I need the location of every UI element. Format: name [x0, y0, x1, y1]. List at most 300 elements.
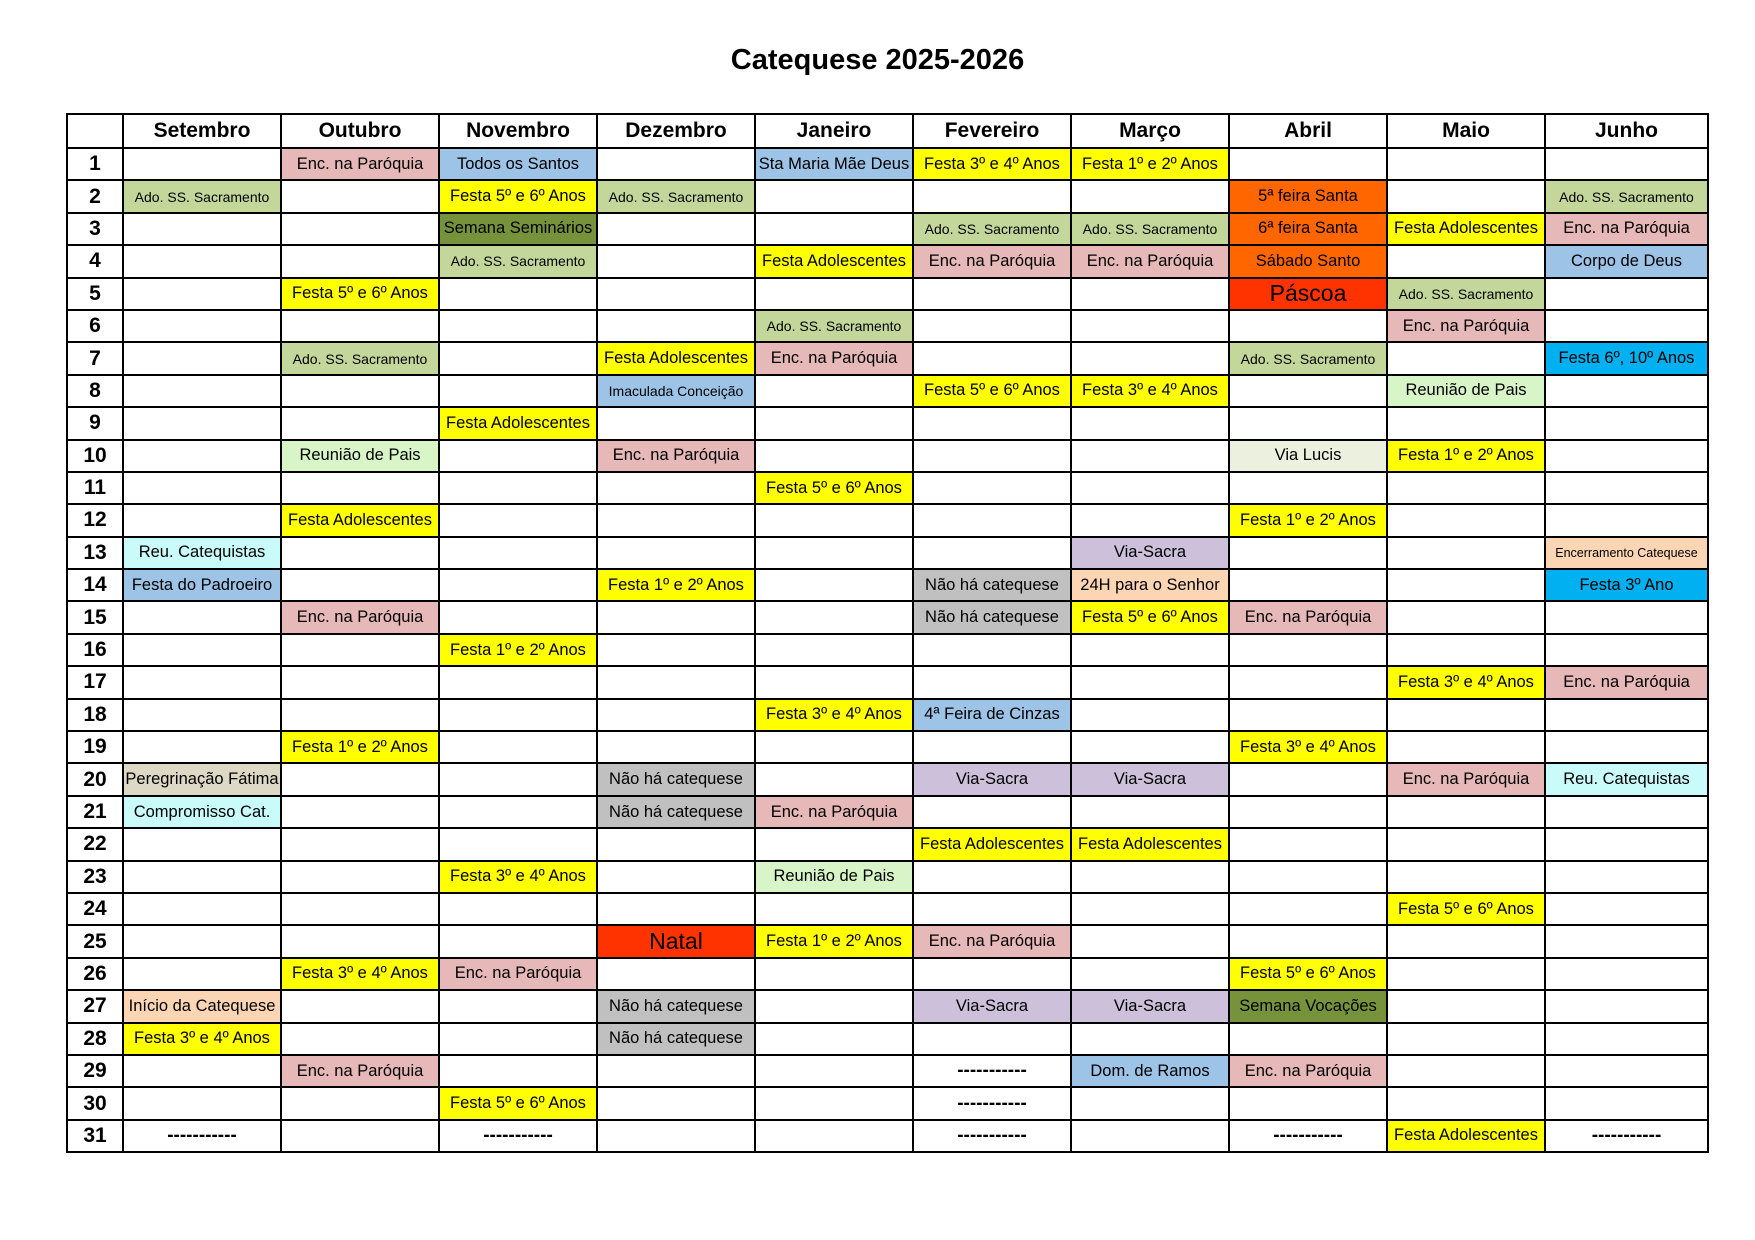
empty-cell	[439, 1023, 597, 1055]
empty-cell	[439, 537, 597, 569]
empty-cell	[1387, 634, 1545, 666]
event-cell: Festa 1º e 2º Anos	[1387, 440, 1545, 472]
event-cell: Festa 3º e 4º Anos	[281, 958, 439, 990]
day-number: 3	[67, 213, 123, 245]
event-cell: Dom. de Ramos	[1071, 1055, 1229, 1087]
empty-cell	[281, 310, 439, 342]
empty-cell	[1387, 828, 1545, 860]
event-cell: Via Lucis	[1229, 440, 1387, 472]
event-cell: Festa Adolescentes	[1387, 213, 1545, 245]
empty-cell	[1545, 634, 1708, 666]
empty-cell	[1545, 925, 1708, 957]
event-cell: Festa 5º e 6º Anos	[1387, 893, 1545, 925]
event-cell: Festa 3º e 4º Anos	[439, 861, 597, 893]
empty-cell	[1545, 504, 1708, 536]
event-cell: Enc. na Paróquia	[1229, 1055, 1387, 1087]
empty-cell	[1387, 990, 1545, 1022]
empty-cell	[913, 1023, 1071, 1055]
page-title: Catequese 2025-2026	[730, 44, 1025, 76]
day-row	[67, 1055, 1708, 1087]
empty-cell	[281, 796, 439, 828]
empty-cell	[597, 666, 755, 698]
empty-cell	[281, 893, 439, 925]
empty-cell	[913, 504, 1071, 536]
event-cell: Enc. na Paróquia	[1545, 213, 1708, 245]
empty-cell	[1545, 278, 1708, 310]
event-cell: Festa Adolescentes	[1071, 828, 1229, 860]
empty-cell	[755, 634, 913, 666]
day-row	[67, 180, 1708, 212]
empty-cell	[1229, 925, 1387, 957]
empty-cell	[1071, 180, 1229, 212]
day-row	[67, 504, 1708, 536]
empty-cell	[1229, 763, 1387, 795]
empty-cell	[281, 375, 439, 407]
empty-cell	[1545, 1055, 1708, 1087]
event-cell: Ado. SS. Sacramento	[439, 245, 597, 277]
empty-cell	[1229, 148, 1387, 180]
empty-cell	[1229, 796, 1387, 828]
event-cell: Semana Vocações	[1229, 990, 1387, 1022]
empty-cell	[755, 213, 913, 245]
empty-cell	[281, 861, 439, 893]
empty-cell	[439, 278, 597, 310]
empty-cell	[439, 310, 597, 342]
day-row	[67, 699, 1708, 731]
event-cell: Festa Adolescentes	[1387, 1120, 1545, 1152]
day-number: 1	[67, 148, 123, 180]
month-header-row	[67, 114, 1708, 148]
day-row	[67, 1087, 1708, 1119]
empty-cell	[439, 828, 597, 860]
empty-cell	[123, 893, 281, 925]
no-day-cell: -----------	[1545, 1120, 1708, 1152]
event-cell: Festa 5º e 6º Anos	[439, 180, 597, 212]
empty-cell	[1545, 1023, 1708, 1055]
event-cell: Reu. Catequistas	[1545, 763, 1708, 795]
event-cell: Festa 3º e 4º Anos	[1387, 666, 1545, 698]
empty-cell	[1229, 861, 1387, 893]
empty-cell	[1387, 537, 1545, 569]
month-header: Novembro	[439, 114, 597, 148]
event-cell: Festa 6º, 10º Anos	[1545, 342, 1708, 374]
month-header: Fevereiro	[913, 114, 1071, 148]
empty-cell	[1071, 1120, 1229, 1152]
empty-cell	[1387, 861, 1545, 893]
empty-cell	[755, 1055, 913, 1087]
day-row	[67, 310, 1708, 342]
day-row	[67, 763, 1708, 795]
event-cell: Festa 3º e 4º Anos	[1071, 375, 1229, 407]
empty-cell	[1545, 407, 1708, 439]
empty-cell	[755, 1120, 913, 1152]
empty-cell	[1387, 699, 1545, 731]
event-cell: Enc. na Paróquia	[439, 958, 597, 990]
empty-cell	[1387, 407, 1545, 439]
day-row	[67, 1023, 1708, 1055]
empty-cell	[597, 1087, 755, 1119]
empty-cell	[281, 472, 439, 504]
event-cell: Enc. na Paróquia	[1071, 245, 1229, 277]
empty-cell	[1545, 828, 1708, 860]
empty-cell	[913, 278, 1071, 310]
empty-cell	[1387, 731, 1545, 763]
event-cell: Ado. SS. Sacramento	[1229, 342, 1387, 374]
empty-cell	[1545, 731, 1708, 763]
empty-cell	[281, 1023, 439, 1055]
empty-cell	[1229, 699, 1387, 731]
event-cell: Via-Sacra	[1071, 763, 1229, 795]
day-number: 20	[67, 763, 123, 795]
empty-cell	[439, 504, 597, 536]
empty-cell	[1387, 504, 1545, 536]
empty-cell	[281, 763, 439, 795]
event-cell: Enc. na Paróquia	[1387, 763, 1545, 795]
event-cell: Páscoa	[1229, 278, 1387, 310]
empty-cell	[1071, 958, 1229, 990]
empty-cell	[755, 763, 913, 795]
empty-cell	[123, 342, 281, 374]
empty-cell	[597, 148, 755, 180]
empty-cell	[755, 1087, 913, 1119]
empty-cell	[1387, 1055, 1545, 1087]
empty-cell	[1545, 601, 1708, 633]
empty-cell	[597, 828, 755, 860]
month-header: Outubro	[281, 114, 439, 148]
event-cell: Reunião de Pais	[281, 440, 439, 472]
event-cell: Ado. SS. Sacramento	[281, 342, 439, 374]
day-number: 7	[67, 342, 123, 374]
event-cell: 24H para o Senhor	[1071, 569, 1229, 601]
day-number: 18	[67, 699, 123, 731]
event-cell: Ado. SS. Sacramento	[1071, 213, 1229, 245]
event-cell: Festa 1º e 2º Anos	[597, 569, 755, 601]
day-number: 11	[67, 472, 123, 504]
empty-cell	[1071, 278, 1229, 310]
day-number: 15	[67, 601, 123, 633]
day-row	[67, 148, 1708, 180]
empty-cell	[1071, 796, 1229, 828]
event-cell: Não há catequese	[913, 601, 1071, 633]
empty-cell	[281, 990, 439, 1022]
event-cell: Festa Adolescentes	[755, 245, 913, 277]
empty-cell	[1387, 796, 1545, 828]
empty-cell	[597, 213, 755, 245]
event-cell: Festa Adolescentes	[439, 407, 597, 439]
event-cell: Enc. na Paróquia	[1229, 601, 1387, 633]
day-number: 6	[67, 310, 123, 342]
empty-cell	[913, 731, 1071, 763]
day-number: 10	[67, 440, 123, 472]
day-number: 27	[67, 990, 123, 1022]
empty-cell	[755, 958, 913, 990]
event-cell: Festa 5º e 6º Anos	[1071, 601, 1229, 633]
day-row	[67, 796, 1708, 828]
day-row	[67, 407, 1708, 439]
empty-cell	[913, 861, 1071, 893]
empty-cell	[439, 472, 597, 504]
empty-cell	[439, 440, 597, 472]
empty-cell	[913, 666, 1071, 698]
empty-cell	[913, 180, 1071, 212]
day-row	[67, 828, 1708, 860]
month-header: Setembro	[123, 114, 281, 148]
day-number: 24	[67, 893, 123, 925]
event-cell: 6ª feira Santa	[1229, 213, 1387, 245]
event-cell: 4ª Feira de Cinzas	[913, 699, 1071, 731]
empty-cell	[281, 828, 439, 860]
empty-cell	[755, 180, 913, 212]
event-cell: Sta Maria Mãe Deus	[755, 148, 913, 180]
event-cell: Compromisso Cat.	[123, 796, 281, 828]
event-cell: Ado. SS. Sacramento	[755, 310, 913, 342]
empty-cell	[755, 828, 913, 860]
empty-cell	[439, 763, 597, 795]
event-cell: Ado. SS. Sacramento	[1545, 180, 1708, 212]
event-cell: Peregrinação Fátima	[123, 763, 281, 795]
empty-cell	[597, 472, 755, 504]
empty-cell	[597, 601, 755, 633]
event-cell: Encerramento Catequese	[1545, 537, 1708, 569]
event-cell: Festa 5º e 6º Anos	[913, 375, 1071, 407]
day-row	[67, 990, 1708, 1022]
empty-cell	[281, 1087, 439, 1119]
empty-cell	[1545, 699, 1708, 731]
day-row	[67, 569, 1708, 601]
event-cell: Via-Sacra	[1071, 990, 1229, 1022]
empty-cell	[123, 601, 281, 633]
day-number: 23	[67, 861, 123, 893]
empty-cell	[1229, 472, 1387, 504]
day-number: 28	[67, 1023, 123, 1055]
empty-cell	[439, 893, 597, 925]
event-cell: Festa 1º e 2º Anos	[1229, 504, 1387, 536]
event-cell: Enc. na Paróquia	[281, 1055, 439, 1087]
empty-cell	[1229, 666, 1387, 698]
no-day-cell: -----------	[913, 1120, 1071, 1152]
empty-cell	[913, 796, 1071, 828]
day-row	[67, 634, 1708, 666]
empty-cell	[597, 731, 755, 763]
event-cell: Festa do Padroeiro	[123, 569, 281, 601]
empty-cell	[1387, 180, 1545, 212]
empty-cell	[1071, 861, 1229, 893]
empty-cell	[913, 440, 1071, 472]
day-number: 14	[67, 569, 123, 601]
empty-cell	[123, 213, 281, 245]
empty-cell	[439, 601, 597, 633]
empty-cell	[1071, 310, 1229, 342]
empty-cell	[597, 861, 755, 893]
empty-cell	[439, 569, 597, 601]
empty-cell	[1545, 893, 1708, 925]
day-row	[67, 731, 1708, 763]
day-number: 31	[67, 1120, 123, 1152]
event-cell: Enc. na Paróquia	[913, 245, 1071, 277]
empty-cell	[913, 342, 1071, 374]
empty-cell	[1545, 1087, 1708, 1119]
day-row	[67, 601, 1708, 633]
empty-cell	[755, 278, 913, 310]
empty-cell	[755, 601, 913, 633]
event-cell: Enc. na Paróquia	[913, 925, 1071, 957]
empty-cell	[123, 148, 281, 180]
empty-cell	[597, 634, 755, 666]
empty-cell	[1229, 537, 1387, 569]
empty-cell	[1545, 990, 1708, 1022]
event-cell: Festa Adolescentes	[913, 828, 1071, 860]
month-header: Março	[1071, 114, 1229, 148]
event-cell: Festa 5º e 6º Anos	[439, 1087, 597, 1119]
event-cell: Enc. na Paróquia	[597, 440, 755, 472]
empty-cell	[1071, 504, 1229, 536]
empty-cell	[913, 310, 1071, 342]
empty-cell	[123, 310, 281, 342]
event-cell: Semana Seminários	[439, 213, 597, 245]
day-number: 13	[67, 537, 123, 569]
empty-cell	[439, 375, 597, 407]
calendar-table	[66, 113, 1709, 1153]
event-cell: Festa 3º e 4º Anos	[1229, 731, 1387, 763]
event-cell: Via-Sacra	[1071, 537, 1229, 569]
event-cell: 5ª feira Santa	[1229, 180, 1387, 212]
empty-cell	[281, 699, 439, 731]
empty-cell	[281, 569, 439, 601]
empty-cell	[1387, 342, 1545, 374]
day-number: 9	[67, 407, 123, 439]
day-number: 19	[67, 731, 123, 763]
event-cell: Festa 1º e 2º Anos	[1071, 148, 1229, 180]
empty-cell	[1229, 893, 1387, 925]
empty-cell	[1229, 569, 1387, 601]
event-cell: Festa 3º e 4º Anos	[123, 1023, 281, 1055]
day-number: 2	[67, 180, 123, 212]
empty-cell	[1545, 861, 1708, 893]
day-row	[67, 342, 1708, 374]
empty-cell	[281, 245, 439, 277]
empty-cell	[1545, 310, 1708, 342]
event-cell: Enc. na Paróquia	[755, 796, 913, 828]
no-day-cell: -----------	[913, 1087, 1071, 1119]
event-cell: Reunião de Pais	[1387, 375, 1545, 407]
empty-cell	[1545, 148, 1708, 180]
day-row	[67, 440, 1708, 472]
empty-cell	[1387, 569, 1545, 601]
empty-cell	[123, 1055, 281, 1087]
event-cell: Não há catequese	[597, 990, 755, 1022]
empty-cell	[281, 666, 439, 698]
event-cell: Enc. na Paróquia	[755, 342, 913, 374]
empty-cell	[755, 731, 913, 763]
empty-cell	[439, 990, 597, 1022]
empty-cell	[1071, 666, 1229, 698]
empty-cell	[123, 731, 281, 763]
event-cell: Festa Adolescentes	[281, 504, 439, 536]
empty-cell	[1545, 440, 1708, 472]
event-cell: Festa 5º e 6º Anos	[281, 278, 439, 310]
empty-cell	[281, 634, 439, 666]
day-row	[67, 278, 1708, 310]
empty-cell	[755, 375, 913, 407]
event-cell: Não há catequese	[597, 763, 755, 795]
empty-cell	[281, 407, 439, 439]
empty-cell	[597, 1120, 755, 1152]
event-cell: Não há catequese	[597, 796, 755, 828]
empty-cell	[1071, 925, 1229, 957]
empty-cell	[755, 537, 913, 569]
empty-cell	[1229, 828, 1387, 860]
empty-cell	[1229, 310, 1387, 342]
empty-cell	[913, 634, 1071, 666]
empty-cell	[597, 1055, 755, 1087]
empty-cell	[597, 958, 755, 990]
event-cell: Festa 1º e 2º Anos	[755, 925, 913, 957]
no-day-cell: -----------	[1229, 1120, 1387, 1152]
empty-cell	[1071, 731, 1229, 763]
day-number: 5	[67, 278, 123, 310]
month-header: Dezembro	[597, 114, 755, 148]
day-row	[67, 375, 1708, 407]
empty-cell	[1387, 472, 1545, 504]
empty-cell	[123, 634, 281, 666]
empty-cell	[1071, 634, 1229, 666]
empty-cell	[123, 1087, 281, 1119]
event-cell: Não há catequese	[597, 1023, 755, 1055]
day-number: 17	[67, 666, 123, 698]
no-day-cell: -----------	[913, 1055, 1071, 1087]
empty-cell	[597, 245, 755, 277]
event-cell: Via-Sacra	[913, 990, 1071, 1022]
empty-cell	[123, 666, 281, 698]
empty-cell	[281, 1120, 439, 1152]
empty-cell	[1071, 699, 1229, 731]
empty-cell	[755, 504, 913, 536]
event-cell: Enc. na Paróquia	[1545, 666, 1708, 698]
empty-cell	[123, 958, 281, 990]
day-number: 16	[67, 634, 123, 666]
empty-cell	[1071, 407, 1229, 439]
event-cell: Ado. SS. Sacramento	[913, 213, 1071, 245]
empty-cell	[1387, 601, 1545, 633]
empty-cell	[123, 375, 281, 407]
day-row	[67, 925, 1708, 957]
empty-cell	[1387, 1023, 1545, 1055]
empty-cell	[1229, 1023, 1387, 1055]
event-cell: Enc. na Paróquia	[281, 601, 439, 633]
day-number: 29	[67, 1055, 123, 1087]
day-row	[67, 472, 1708, 504]
empty-cell	[597, 699, 755, 731]
day-number: 21	[67, 796, 123, 828]
event-cell: Enc. na Paróquia	[281, 148, 439, 180]
empty-cell	[1545, 958, 1708, 990]
event-cell: Festa 3º e 4º Anos	[755, 699, 913, 731]
empty-cell	[1387, 925, 1545, 957]
empty-cell	[755, 440, 913, 472]
empty-cell	[1071, 440, 1229, 472]
event-cell: Ado. SS. Sacramento	[1387, 278, 1545, 310]
event-cell: Todos os Santos	[439, 148, 597, 180]
empty-cell	[755, 1023, 913, 1055]
day-number: 12	[67, 504, 123, 536]
empty-cell	[755, 893, 913, 925]
event-cell: Via-Sacra	[913, 763, 1071, 795]
event-cell: Reu. Catequistas	[123, 537, 281, 569]
event-cell: Festa 1º e 2º Anos	[439, 634, 597, 666]
event-cell: Natal	[597, 925, 755, 957]
empty-cell	[123, 828, 281, 860]
empty-cell	[439, 666, 597, 698]
